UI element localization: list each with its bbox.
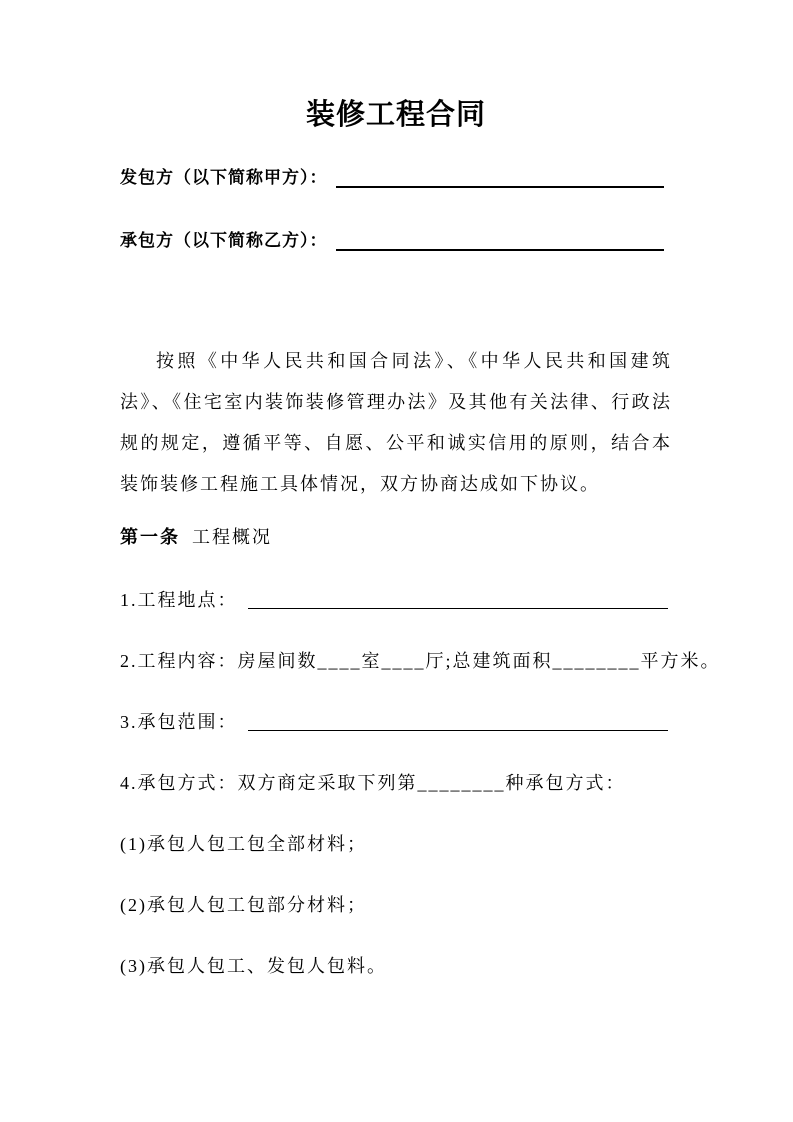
clause-blank-line — [248, 709, 669, 731]
party-a-blank-line — [336, 165, 665, 188]
clause-label: 3.承包范围： — [120, 712, 238, 732]
party-b-row — [120, 228, 672, 254]
clause-text: (3)承包人包工、发包人包料。 — [120, 956, 387, 976]
article-1-number: 第一条 — [120, 527, 180, 547]
preamble-paragraph: 按照《中华人民共和国合同法》、《中华人民共和国建筑法》、《住宅室内装饰装修管理办法》及其他有关法律、行政法规的规定，遵循平等、自愿、公平和诚实信用的原则，结合本装饰装修工程施工具体情况，双方协商达成如下协议。 — [120, 351, 672, 494]
party-b-blank-line — [336, 228, 665, 251]
clause-text: (1)承包人包工包全部材料； — [120, 834, 367, 854]
clause-label: 1.工程地点： — [120, 590, 238, 610]
party-a-label: 发包方（以下简称甲方）： — [120, 168, 328, 187]
article-1-heading — [120, 525, 672, 549]
clause-text: 4.承包方式：双方商定采取下列第________种承包方式： — [120, 773, 626, 793]
clause-text: (2)承包人包工包部分材料； — [120, 895, 367, 915]
clause-contract-scope — [120, 709, 672, 735]
party-a-row — [120, 165, 672, 191]
article-1-title: 工程概况 — [192, 527, 272, 547]
clause-option-3 — [120, 953, 672, 979]
clause-project-content — [120, 648, 721, 674]
clause-blank-line — [248, 587, 669, 609]
clause-option-1 — [120, 831, 672, 857]
clause-contract-method — [120, 770, 672, 796]
clause-text: 2.工程内容：房屋间数____室____厅;总建筑面积________平方米。 — [120, 651, 721, 671]
party-b-label: 承包方（以下简称乙方）： — [120, 231, 328, 250]
clause-option-2 — [120, 892, 672, 918]
clause-project-location — [120, 587, 672, 613]
page-title: 装修工程合同 — [305, 99, 486, 131]
article-1-clauses — [120, 587, 721, 979]
